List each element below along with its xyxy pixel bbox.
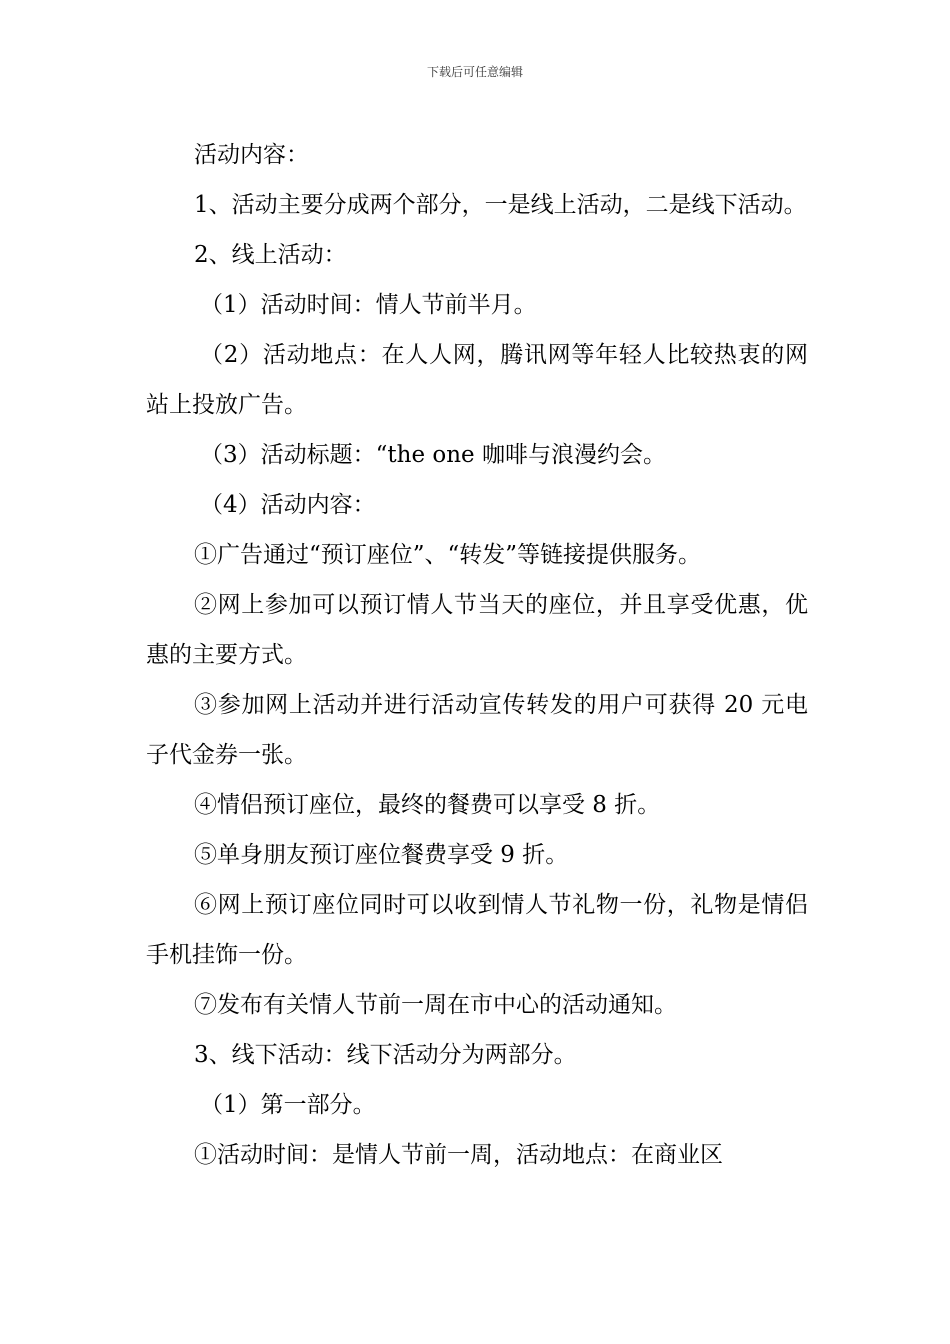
paragraph-9: ②网上参加可以预订情人节当天的座位，并且享受优惠，优惠的主要方式。: [146, 592, 808, 668]
paragraph-1: 活动内容：: [194, 142, 309, 168]
paragraph-17: ①活动时间：是情人节前一周，活动地点：在商业区: [194, 1142, 723, 1168]
paragraph-7: （4）活动内容：: [200, 492, 376, 518]
paragraph-16: （1）第一部分。: [200, 1092, 376, 1118]
page-header: 下载后可任意编辑: [426, 65, 523, 79]
paragraph-5: （2）活动地点：在人人网，腾讯网等年轻人比较热衷的网站上投放广告。: [146, 342, 808, 418]
paragraph-13: ⑥网上预订座位同时可以收到情人节礼物一份，礼物是情侣手机挂饰一份。: [146, 892, 808, 968]
paragraph-2: 1、活动主要分成两个部分，一是线上活动，二是线下活动。: [194, 192, 807, 218]
paragraph-8: ①广告通过“预订座位”、“转发”等链接提供服务。: [194, 542, 702, 568]
paragraph-3: 2、线上活动：: [194, 242, 347, 268]
paragraph-14: ⑦发布有关情人节前一周在市中心的活动通知。: [194, 992, 677, 1018]
paragraph-10: ③参加网上活动并进行活动宣传转发的用户可获得 20 元电子代金券一张。: [146, 692, 808, 768]
paragraph-11: ④情侣预订座位，最终的餐费可以享受 8 折。: [194, 792, 661, 818]
paragraph-4: （1）活动时间：情人节前半月。: [200, 292, 537, 318]
paragraph-12: ⑤单身朋友预订座位餐费享受 9 折。: [194, 842, 569, 868]
paragraph-15: 3、线下活动：线下活动分为两部分。: [194, 1042, 577, 1068]
document-body: [146, 130, 808, 1180]
paragraph-6: （3）活动标题：“the one 咖啡与浪漫约会。: [200, 442, 666, 468]
